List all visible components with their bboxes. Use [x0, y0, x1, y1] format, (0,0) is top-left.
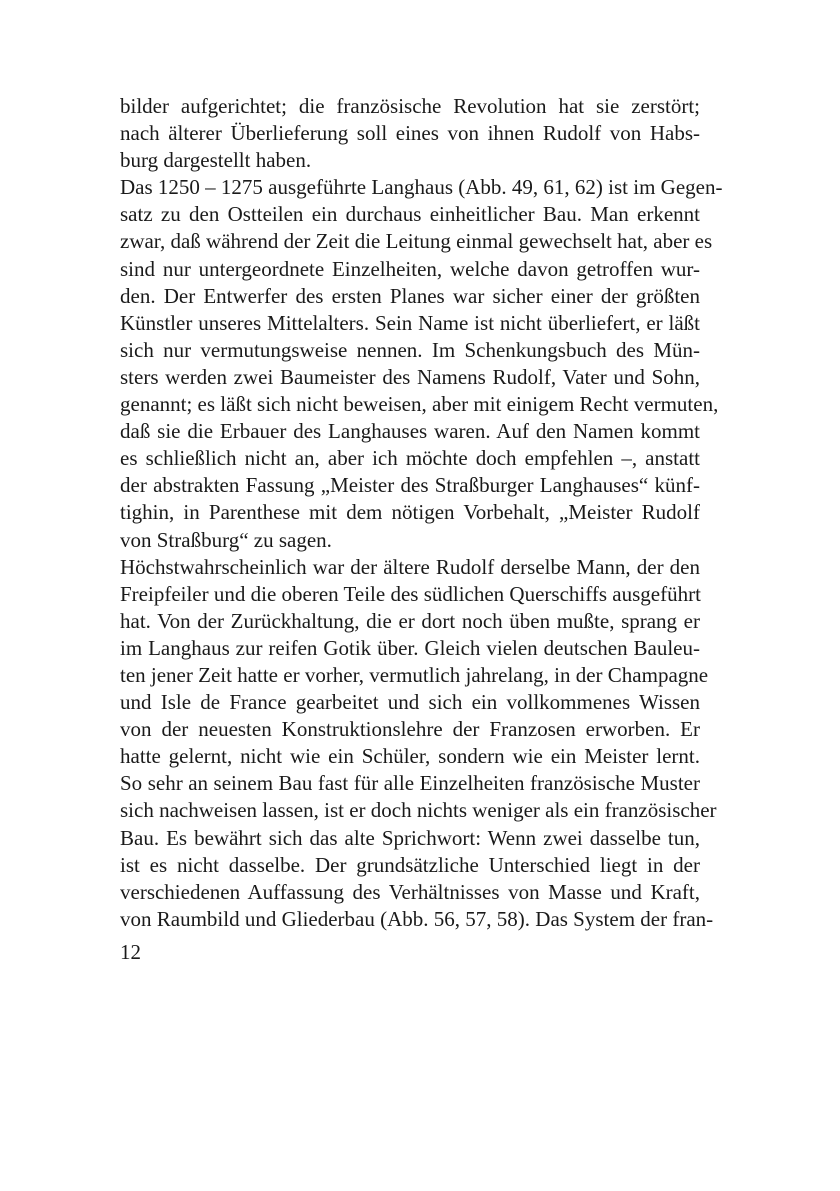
text-line: burg dargestellt haben. — [120, 148, 312, 173]
text-line: So sehr an seinem Bau fast für alle Einzelheiten französische Muster — [120, 771, 700, 796]
text-line: es schließlich nicht an, aber ich möchte doch empfehlen –, anstatt — [120, 446, 700, 471]
text-line: verschiedenen Auffassung des Verhältnisses von Masse und Kraft, — [120, 879, 700, 904]
text-line: hat. Von der Zurückhaltung, die er dort noch üben mußte, sprang er — [120, 608, 700, 633]
text-line: bilder aufgerichtet; die französische Revolution hat sie zerstört; — [120, 94, 700, 118]
text-line: den. Der Entwerfer des ersten Planes war sicher einer der größten — [120, 283, 700, 308]
text-line: sters werden zwei Baumeister des Namens Rudolf, Vater und Sohn, — [120, 364, 700, 389]
text-line: satz zu den Ostteilen ein durchaus einheitlicher Bau. Man erkennt — [120, 202, 700, 227]
body-text — [120, 93, 723, 933]
text-line: daß sie die Erbauer des Langhauses waren. Auf den Namen kommt — [120, 419, 700, 444]
text-line: tighin, in Parenthese mit dem nötigen Vorbehalt, „Meister Rudolf — [120, 500, 700, 525]
page-number: 12 — [120, 940, 141, 964]
text-line: der abstrakten Fassung „Meister des Straßburger Langhauses“ künf- — [120, 473, 700, 498]
text-line: Das 1250 – 1275 ausgeführte Langhaus (Abb. 49, 61, 62) ist im Gegen- — [120, 175, 723, 200]
text-line: von Raumbild und Gliederbau (Abb. 56, 57, 58). Das System der fran- — [120, 906, 714, 931]
text-line: und Isle de France gearbeitet und sich ein vollkommenes Wissen — [120, 690, 700, 715]
text-line: Freipfeiler und die oberen Teile des südlichen Querschiffs ausgeführt — [120, 581, 701, 606]
text-line: von Straßburg“ zu sagen. — [120, 527, 332, 552]
text-line: Künstler unseres Mittelalters. Sein Name ist nicht überliefert, er läßt — [120, 310, 700, 335]
text-line: genannt; es läßt sich nicht beweisen, aber mit einigem Recht vermuten, — [120, 392, 719, 417]
text-line: sind nur untergeordnete Einzelheiten, welche davon getroffen wur- — [120, 256, 700, 281]
text-line: sich nachweisen lassen, ist er doch nichts weniger als ein französischer — [120, 798, 717, 823]
text-line: nach älterer Überlieferung soll eines von ihnen Rudolf von Habs- — [120, 121, 700, 146]
text-line: Bau. Es bewährt sich das alte Sprichwort: Wenn zwei dasselbe tun, — [120, 825, 700, 850]
text-line: Höchstwahrscheinlich war der ältere Rudolf derselbe Mann, der den — [120, 554, 700, 579]
text-line: zwar, daß während der Zeit die Leitung einmal gewechselt hat, aber es — [120, 229, 713, 254]
text-line: ten jener Zeit hatte er vorher, vermutlich jahrelang, in der Champagne — [120, 662, 709, 687]
text-line: von der neuesten Konstruktionslehre der Franzosen erworben. Er — [120, 717, 700, 742]
text-line: hatte gelernt, nicht wie ein Schüler, sondern wie ein Meister lernt. — [120, 744, 700, 769]
text-line: im Langhaus zur reifen Gotik über. Gleich vielen deutschen Bauleu- — [120, 635, 700, 660]
text-line: sich nur vermutungsweise nennen. Im Schenkungsbuch des Mün- — [120, 337, 700, 362]
text-line: ist es nicht dasselbe. Der grundsätzliche Unterschied liegt in der — [120, 852, 700, 877]
